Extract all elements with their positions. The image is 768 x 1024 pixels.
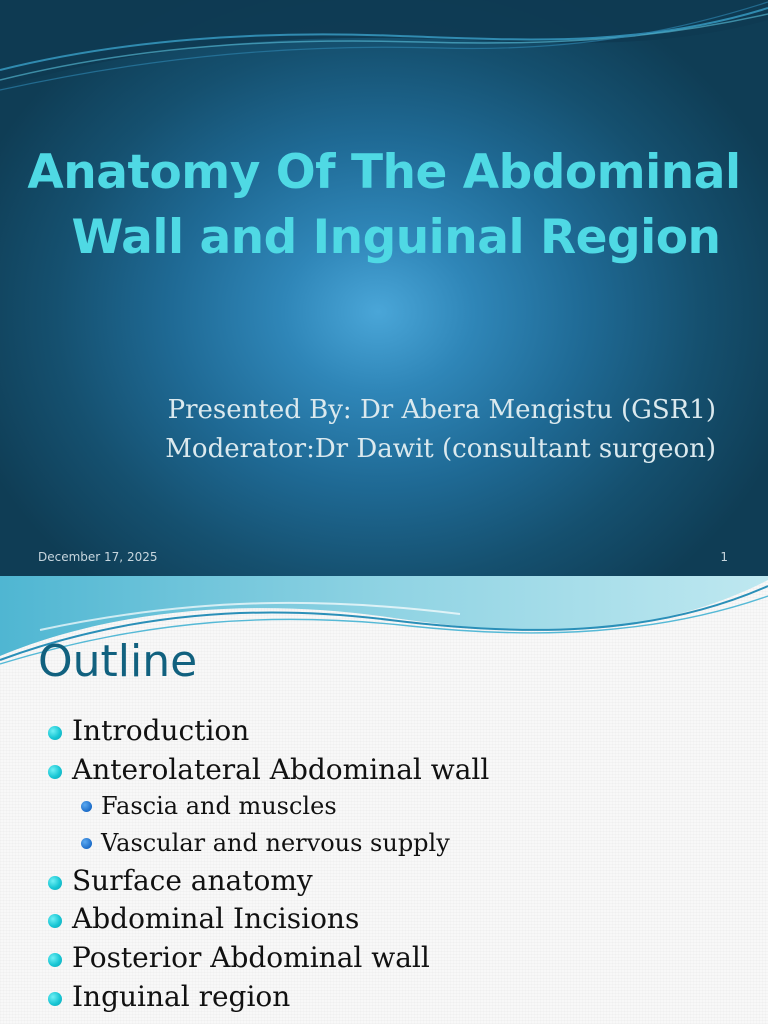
list-item-label: Fascia and muscles (101, 792, 337, 820)
bullet-icon (48, 953, 62, 967)
bullet-icon (48, 992, 62, 1006)
list-item (72, 864, 313, 897)
list-item-label: Abdominal Incisions (72, 902, 360, 935)
decorative-wave (0, 0, 768, 100)
presentation-title (20, 140, 748, 270)
list-item-label: Posterior Abdominal wall (72, 941, 430, 974)
outline-list (0, 576, 768, 1024)
list-item (72, 714, 249, 747)
list-item (72, 753, 489, 786)
bullet-icon (81, 801, 92, 812)
bullet-icon (48, 765, 62, 779)
list-item (101, 792, 337, 820)
list-item (72, 941, 430, 974)
bullet-icon (48, 876, 62, 890)
list-item (72, 980, 290, 1013)
moderator-text: Moderator:Dr Dawit (consultant surgeon) (165, 434, 716, 464)
outline-title: Outline (38, 636, 198, 687)
list-item (72, 902, 359, 935)
slide-number: 1 (720, 550, 728, 564)
list-item (101, 829, 450, 857)
bullet-icon (48, 914, 62, 928)
presenter-text: Presented By: Dr Abera Mengistu (GSR1) (167, 395, 716, 425)
title-line-1: Anatomy Of The Abdominal (27, 145, 741, 200)
outline-slide (0, 576, 768, 1024)
list-item-label: Introduction (72, 714, 250, 747)
list-item-label: Surface anatomy (72, 864, 313, 897)
list-item-label: Inguinal region (72, 980, 291, 1013)
slide-date: December 17, 2025 (38, 550, 158, 564)
title-line-2: Wall and Inguinal Region (71, 210, 721, 265)
list-item-label: Anterolateral Abdominal wall (72, 753, 490, 786)
list-item-label: Vascular and nervous supply (101, 829, 450, 857)
bullet-icon (48, 726, 62, 740)
bullet-icon (81, 838, 92, 849)
